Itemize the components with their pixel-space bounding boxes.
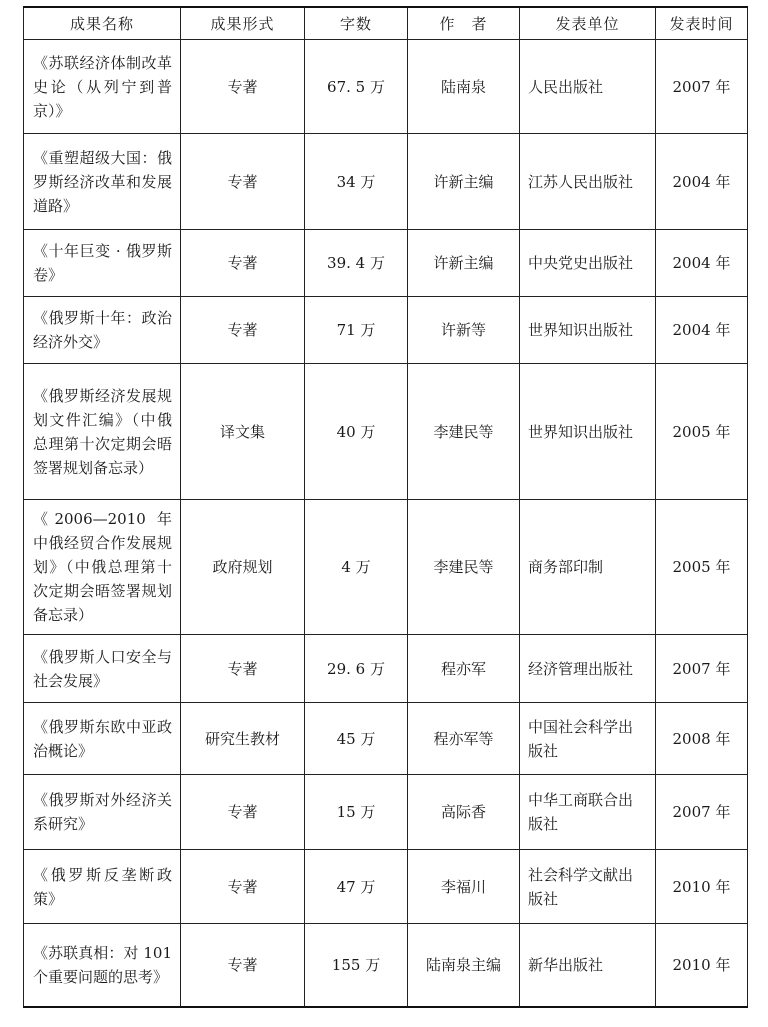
cell-form: 政府规划: [181, 500, 305, 635]
cell-author: 李建民等: [408, 500, 520, 635]
cell-name: 《苏联真相：对 101 个重要问题的思考》: [24, 924, 181, 1007]
cell-year: 2004 年: [656, 230, 748, 297]
cell-words: 155 万: [305, 924, 408, 1007]
cell-form: 译文集: [181, 364, 305, 500]
cell-form: 专著: [181, 924, 305, 1007]
table-row: [24, 230, 748, 297]
cell-name: 《十年巨变 · 俄罗斯卷》: [24, 230, 181, 297]
cell-year: 2005 年: [656, 364, 748, 500]
cell-author: 高际香: [408, 775, 520, 850]
cell-author: 陆南泉: [408, 40, 520, 134]
cell-words: 4 万: [305, 500, 408, 635]
cell-author: 许新主编: [408, 230, 520, 297]
cell-form: 专著: [181, 850, 305, 924]
cell-year: 2004 年: [656, 134, 748, 230]
cell-year: 2007 年: [656, 40, 748, 134]
header-name: 成果名称: [24, 7, 181, 40]
cell-year: 2010 年: [656, 924, 748, 1007]
cell-words: 47 万: [305, 850, 408, 924]
cell-publisher: 商务部印制: [520, 500, 656, 635]
cell-publisher: 世界知识出版社: [520, 364, 656, 500]
header-author: 作 者: [408, 7, 520, 40]
achievements-table: [23, 6, 748, 1008]
cell-name: 《俄罗斯经济发展规划文件汇编》（中俄总理第十次定期会晤签署规划备忘录）: [24, 364, 181, 500]
header-words: 字数: [305, 7, 408, 40]
cell-publisher: 经济管理出版社: [520, 635, 656, 703]
cell-form: 专著: [181, 775, 305, 850]
cell-publisher: 社会科学文献出版社: [520, 850, 656, 924]
table-row: [24, 40, 748, 134]
cell-name: 《俄罗斯对外经济关系研究》: [24, 775, 181, 850]
table-row: [24, 635, 748, 703]
header-year: 发表时间: [656, 7, 748, 40]
cell-form: 专著: [181, 134, 305, 230]
cell-words: 45 万: [305, 703, 408, 775]
cell-year: 2007 年: [656, 635, 748, 703]
cell-publisher: 中华工商联合出版社: [520, 775, 656, 850]
cell-form: 研究生教材: [181, 703, 305, 775]
table-row: [24, 850, 748, 924]
cell-words: 29. 6 万: [305, 635, 408, 703]
cell-words: 71 万: [305, 297, 408, 364]
cell-year: 2007 年: [656, 775, 748, 850]
cell-form: 专著: [181, 230, 305, 297]
header-publisher: 发表单位: [520, 7, 656, 40]
cell-name: 《俄罗斯人口安全与社会发展》: [24, 635, 181, 703]
table-row: [24, 500, 748, 635]
cell-name: 《俄罗斯十年：政治经济外交》: [24, 297, 181, 364]
cell-words: 34 万: [305, 134, 408, 230]
cell-words: 15 万: [305, 775, 408, 850]
table-row: [24, 775, 748, 850]
cell-year: 2004 年: [656, 297, 748, 364]
cell-publisher: 人民出版社: [520, 40, 656, 134]
cell-publisher: 中央党史出版社: [520, 230, 656, 297]
cell-author: 许新主编: [408, 134, 520, 230]
cell-words: 67. 5 万: [305, 40, 408, 134]
cell-publisher: 新华出版社: [520, 924, 656, 1007]
cell-words: 39. 4 万: [305, 230, 408, 297]
cell-author: 陆南泉主编: [408, 924, 520, 1007]
table-row: [24, 297, 748, 364]
cell-author: 程亦军等: [408, 703, 520, 775]
cell-author: 程亦军: [408, 635, 520, 703]
cell-year: 2008 年: [656, 703, 748, 775]
cell-author: 李福川: [408, 850, 520, 924]
table-row: [24, 134, 748, 230]
cell-year: 2010 年: [656, 850, 748, 924]
cell-author: 许新等: [408, 297, 520, 364]
cell-form: 专著: [181, 297, 305, 364]
cell-form: 专著: [181, 40, 305, 134]
cell-name: 《2006—2010 年中俄经贸合作发展规划》（中俄总理第十次定期会晤签署规划备忘录）: [24, 500, 181, 635]
cell-name: 《苏联经济体制改革史论（从列宁到普京）》: [24, 40, 181, 134]
table-row: [24, 364, 748, 500]
cell-words: 40 万: [305, 364, 408, 500]
cell-publisher: 江苏人民出版社: [520, 134, 656, 230]
cell-author: 李建民等: [408, 364, 520, 500]
cell-name: 《重塑超级大国：俄罗斯经济改革和发展道路》: [24, 134, 181, 230]
header-row: [24, 7, 748, 40]
cell-year: 2005 年: [656, 500, 748, 635]
cell-publisher: 中国社会科学出版社: [520, 703, 656, 775]
cell-name: 《俄罗斯反垄断政策》: [24, 850, 181, 924]
table-row: [24, 703, 748, 775]
cell-form: 专著: [181, 635, 305, 703]
cell-name: 《俄罗斯东欧中亚政治概论》: [24, 703, 181, 775]
cell-publisher: 世界知识出版社: [520, 297, 656, 364]
header-form: 成果形式: [181, 7, 305, 40]
table-row: [24, 924, 748, 1007]
